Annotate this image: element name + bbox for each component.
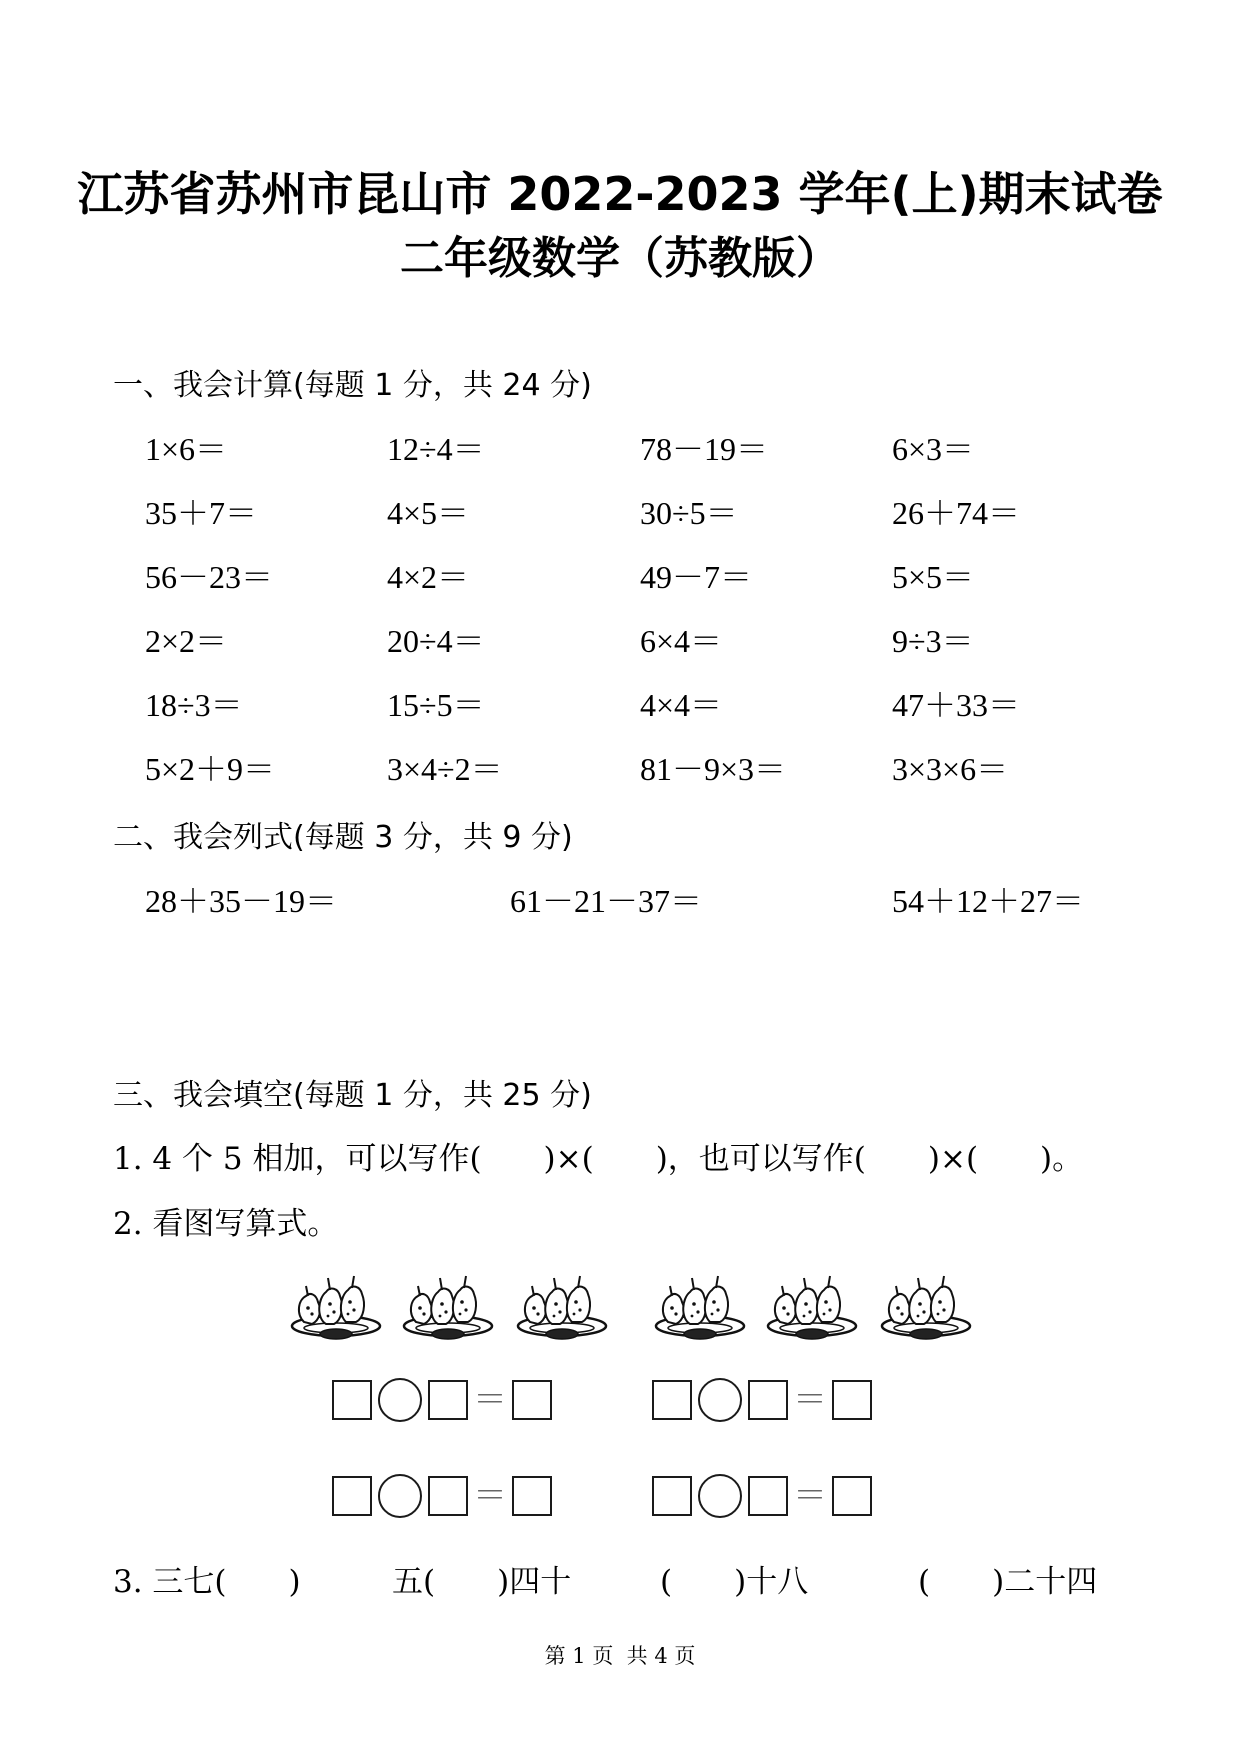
calc-item: 6×4＝: [640, 623, 723, 659]
operator-circle[interactable]: [698, 1378, 742, 1422]
calc-item: 2×2＝: [145, 623, 228, 659]
calc-item: 47＋33＝: [892, 687, 1021, 723]
section2-heading: 二、我会列式(每题 3 分，共 9 分): [113, 820, 573, 855]
calc-item: 3×4÷2＝: [387, 751, 503, 787]
equation-template: [652, 1378, 872, 1422]
equals-sign: ＝: [793, 1476, 827, 1516]
calc-item: 49－7＝: [640, 559, 753, 595]
calc-item: 78－19＝: [640, 431, 769, 467]
pear-plate-icon: [876, 1262, 976, 1342]
answer-box[interactable]: [652, 1476, 692, 1516]
answer-box[interactable]: [748, 1476, 788, 1516]
equals-sign: ＝: [473, 1476, 507, 1516]
calc-item: 5×2＋9＝: [145, 751, 276, 787]
pear-plate-icon: [398, 1262, 498, 1342]
list-expression-item: 28＋35－19＝: [145, 883, 338, 919]
operator-circle[interactable]: [378, 1474, 422, 1518]
answer-box[interactable]: [512, 1476, 552, 1516]
equation-template: [332, 1378, 552, 1422]
answer-box[interactable]: [832, 1380, 872, 1420]
calc-item: 20÷4＝: [387, 623, 485, 659]
calc-item: 4×4＝: [640, 687, 723, 723]
equals-sign: ＝: [793, 1380, 827, 1420]
section3-heading: 三、我会填空(每题 1 分，共 25 分): [113, 1078, 592, 1113]
answer-box[interactable]: [332, 1380, 372, 1420]
pear-plate-icon: [512, 1262, 612, 1342]
equation-template: [652, 1474, 872, 1518]
section1-heading: 一、我会计算(每题 1 分，共 24 分): [113, 368, 592, 403]
calc-item: 5×5＝: [892, 559, 975, 595]
question-3-part: 3. 三七( ): [113, 1564, 301, 1600]
equals-sign: ＝: [473, 1380, 507, 1420]
calc-item: 6×3＝: [892, 431, 975, 467]
question-3-part: ( )十八: [660, 1564, 809, 1600]
pear-plate-icon: [286, 1262, 386, 1342]
question-2: 2. 看图写算式。: [113, 1206, 339, 1242]
pear-plate-icon: [762, 1262, 862, 1342]
answer-box[interactable]: [832, 1476, 872, 1516]
answer-box[interactable]: [332, 1476, 372, 1516]
calc-item: 56－23＝: [145, 559, 274, 595]
calc-item: 4×5＝: [387, 495, 470, 531]
pear-plate-icon: [650, 1262, 750, 1342]
calc-item: 26＋74＝: [892, 495, 1021, 531]
calc-item: 81－9×3＝: [640, 751, 787, 787]
answer-box[interactable]: [748, 1380, 788, 1420]
calc-item: 35＋7＝: [145, 495, 258, 531]
answer-box[interactable]: [428, 1476, 468, 1516]
calc-item: 15÷5＝: [387, 687, 485, 723]
list-expression-item: 61－21－37＝: [510, 883, 703, 919]
operator-circle[interactable]: [378, 1378, 422, 1422]
exam-subtitle: 二年级数学（苏教版）: [400, 233, 840, 284]
calc-item: 30÷5＝: [640, 495, 738, 531]
calc-item: 18÷3＝: [145, 687, 243, 723]
question-1: 1. 4 个 5 相加，可以写作( )×( )，也可以写作( )×( )。: [113, 1141, 1084, 1177]
page-footer: 第 1 页 共 4 页: [544, 1644, 696, 1668]
list-expression-item: 54＋12＋27＝: [892, 883, 1085, 919]
calc-item: 4×2＝: [387, 559, 470, 595]
calc-item: 3×3×6＝: [892, 751, 1009, 787]
answer-box[interactable]: [428, 1380, 468, 1420]
exam-title: 江苏省苏州市昆山市 2022-2023 学年(上)期末试卷: [77, 167, 1163, 221]
calc-item: 9÷3＝: [892, 623, 974, 659]
operator-circle[interactable]: [698, 1474, 742, 1518]
calc-item: 1×6＝: [145, 431, 228, 467]
equation-template: [332, 1474, 552, 1518]
answer-box[interactable]: [652, 1380, 692, 1420]
calc-item: 12÷4＝: [387, 431, 485, 467]
question-3-part: 五( )四十: [392, 1564, 572, 1600]
answer-box[interactable]: [512, 1380, 552, 1420]
question-3-part: ( )二十四: [918, 1564, 1098, 1600]
